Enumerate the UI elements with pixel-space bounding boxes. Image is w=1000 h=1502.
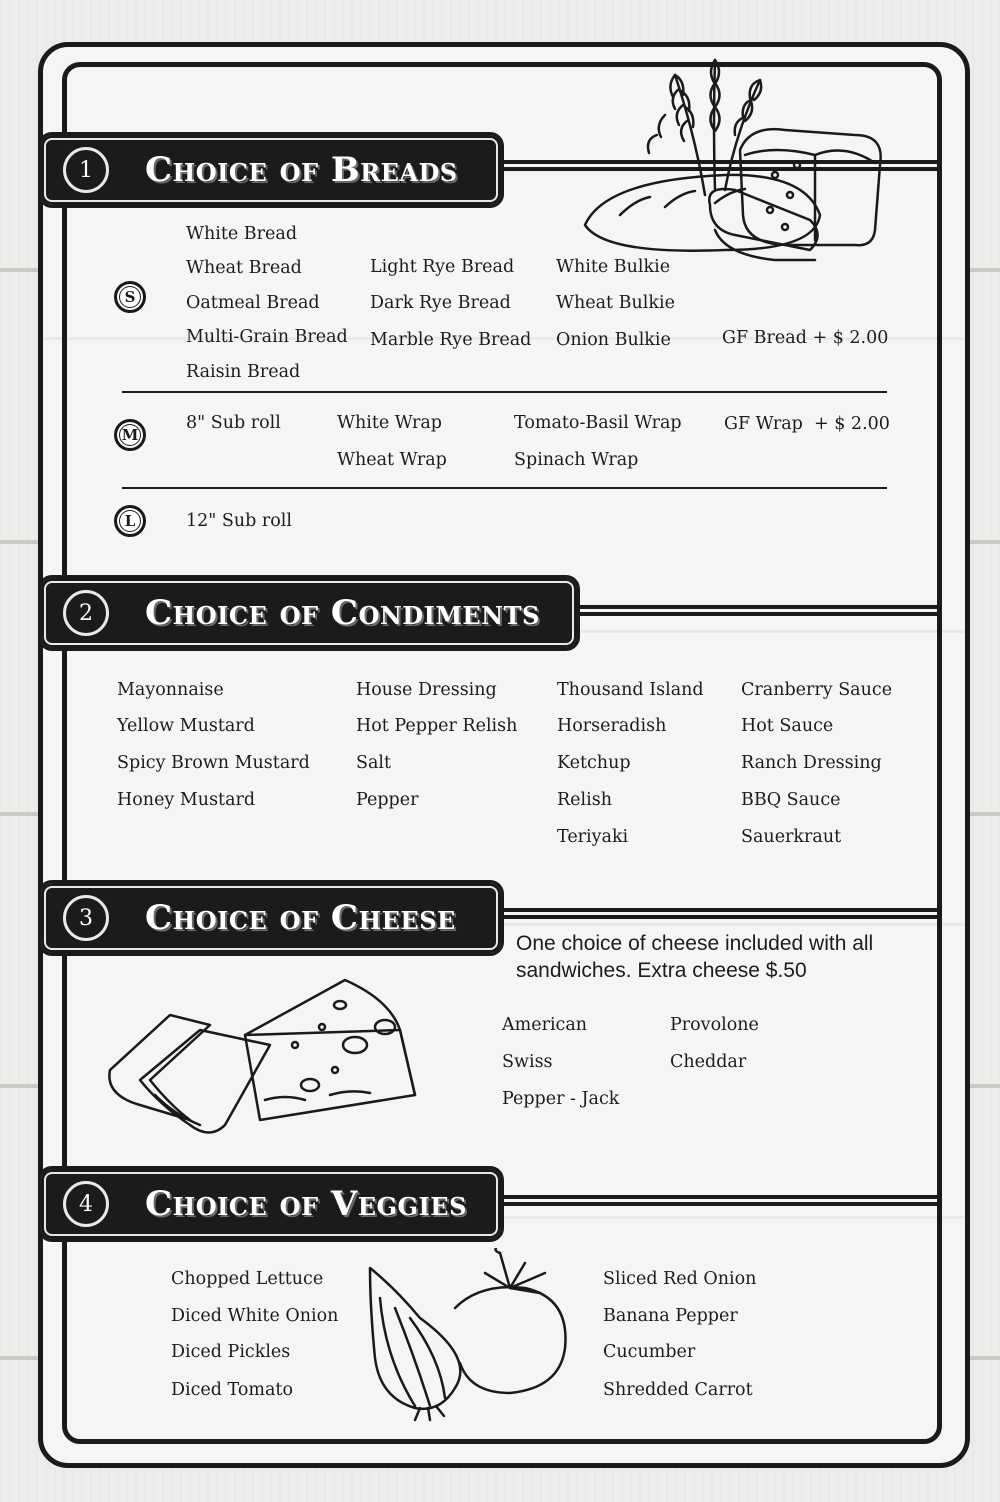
section-title: Choice of Condiments — [145, 593, 540, 633]
cheese-header-rule — [480, 908, 940, 919]
condiments-banner — [38, 575, 580, 651]
menu-item: White Wrap — [337, 413, 443, 433]
menu-item: White Bread — [186, 224, 298, 244]
breads-banner — [38, 132, 504, 208]
menu-item: Cranberry Sauce — [741, 680, 893, 700]
menu-item: Provolone — [670, 1015, 759, 1035]
menu-item: Pepper — [356, 790, 419, 810]
menu-item: White Bulkie — [556, 257, 671, 277]
menu-item: Pepper - Jack — [502, 1089, 620, 1109]
menu-item: Honey Mustard — [117, 790, 256, 810]
cheese-illustration — [100, 975, 430, 1145]
section-number-badge: 2 — [63, 590, 109, 636]
menu-item: Ranch Dressing — [741, 753, 882, 773]
menu-item: Spinach Wrap — [514, 450, 639, 470]
menu-item: House Dressing — [356, 680, 497, 700]
menu-item-extra-price: GF Bread + $ 2.00 — [722, 328, 889, 348]
section-title: Choice of Cheese — [145, 898, 456, 938]
menu-item: Sauerkraut — [741, 827, 842, 847]
menu-item: Onion Bulkie — [556, 330, 671, 350]
menu-item: Diced White Onion — [171, 1306, 339, 1326]
menu-item: 12" Sub roll — [186, 511, 292, 531]
menu-item: Wheat Wrap — [337, 450, 447, 470]
menu-item: Raisin Bread — [186, 362, 301, 382]
menu-item: Spicy Brown Mustard — [117, 753, 310, 773]
menu-item: Horseradish — [557, 716, 667, 736]
section-number-badge: 1 — [63, 147, 109, 193]
menu-item: Multi-Grain Bread — [186, 327, 348, 347]
cheese-banner — [38, 880, 504, 956]
menu-item: Dark Rye Bread — [370, 293, 511, 313]
menu-item: Shredded Carrot — [603, 1380, 753, 1400]
menu-item: Oatmeal Bread — [186, 293, 320, 313]
divider — [122, 391, 887, 393]
menu-item: Cucumber — [603, 1342, 696, 1362]
menu-item: Salt — [356, 753, 392, 773]
section-title: Choice of Veggies — [145, 1184, 467, 1224]
veggies-header-rule — [480, 1195, 940, 1206]
menu-item: Teriyaki — [557, 827, 629, 847]
menu-item: Tomato-Basil Wrap — [514, 413, 682, 433]
menu-item: Wheat Bulkie — [556, 293, 675, 313]
menu-item: Chopped Lettuce — [171, 1269, 324, 1289]
menu-item: Banana Pepper — [603, 1306, 738, 1326]
onion-tomato-illustration — [360, 1248, 580, 1423]
menu-item: Diced Pickles — [171, 1342, 291, 1362]
condiments-header-rule — [560, 605, 940, 616]
menu-item: Wheat Bread — [186, 258, 302, 278]
menu-item: Hot Sauce — [741, 716, 834, 736]
menu-item: Marble Rye Bread — [370, 330, 532, 350]
size-medium-badge: M — [114, 419, 146, 451]
section-number-badge: 4 — [63, 1181, 109, 1227]
menu-item: Light Rye Bread — [370, 257, 515, 277]
menu-item: Yellow Mustard — [117, 716, 255, 736]
section-number-badge: 3 — [63, 895, 109, 941]
cheese-note: One choice of cheese included with all sandwiches. Extra cheese $.50 — [516, 932, 874, 982]
section-title: Choice of Breads — [145, 150, 458, 190]
menu-item: Mayonnaise — [117, 680, 224, 700]
menu-item: Cheddar — [670, 1052, 747, 1072]
menu-item: Sliced Red Onion — [603, 1269, 757, 1289]
menu-item: Hot Pepper Relish — [356, 716, 518, 736]
menu-item: BBQ Sauce — [741, 790, 841, 810]
menu-item: Thousand Island — [557, 680, 704, 700]
veggies-banner — [38, 1166, 504, 1242]
divider — [122, 487, 887, 489]
menu-item: Swiss — [502, 1052, 553, 1072]
menu-item-extra-price: GF Wrap + $ 2.00 — [724, 414, 890, 434]
menu-item: Relish — [557, 790, 612, 810]
menu-item: 8" Sub roll — [186, 413, 281, 433]
size-large-badge: L — [114, 505, 146, 537]
menu-item: American — [502, 1015, 588, 1035]
size-small-badge: S — [114, 281, 146, 313]
menu-item: Diced Tomato — [171, 1380, 293, 1400]
menu-item: Ketchup — [557, 753, 631, 773]
bread-illustration — [575, 55, 895, 265]
